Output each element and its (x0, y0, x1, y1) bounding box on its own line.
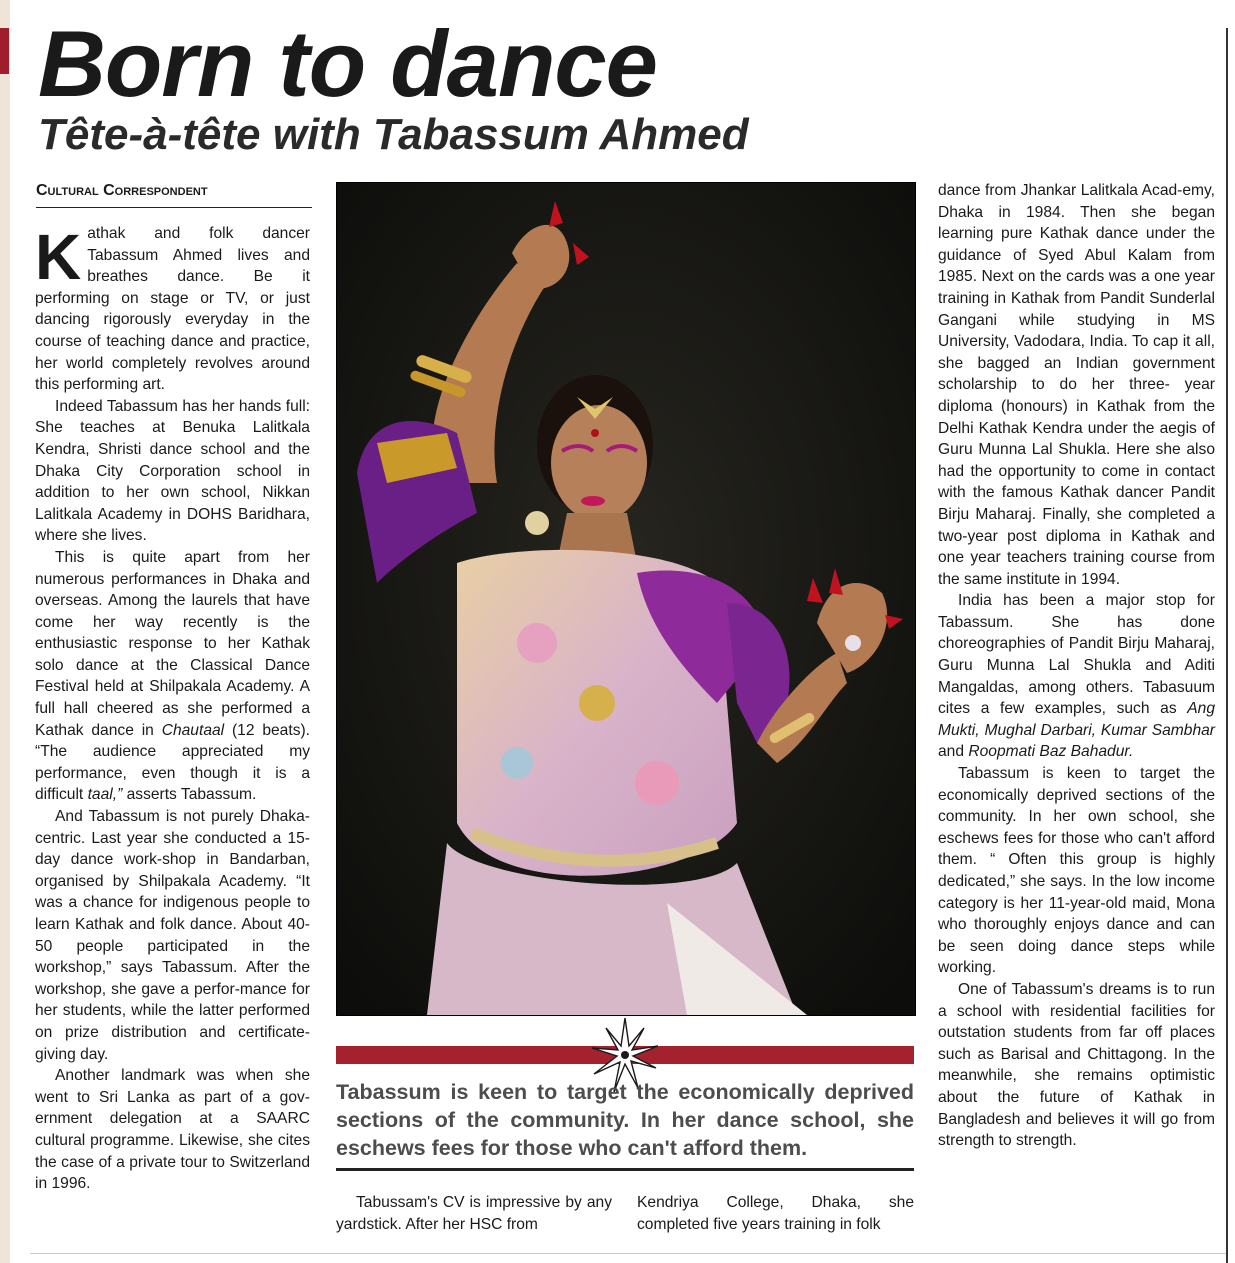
article-column-3 (637, 1192, 914, 1235)
paragraph-3 (35, 547, 310, 806)
paragraph-1-text: athak and folk dancer Tabassum Ahmed lives and breathes dance. Be it performing on stage or TV, or just dancing rigorously everyday in the course of teaching dance and practice, her world completely revolves around this performing art. (35, 225, 310, 394)
column-4-paragraph-2 (938, 590, 1215, 763)
bottom-rule (30, 1253, 1226, 1254)
paragraph-3-text-c: asserts Tabassum. (122, 786, 257, 804)
pullquote: Tabassum is keen to target the economically deprived sections of the community. In her dance school, she eschews fees for those who can't afford them. (336, 1080, 914, 1160)
drop-cap: K (35, 221, 82, 293)
column-border-right (1226, 28, 1228, 1263)
column-4-paragraph-1: dance from Jhankar Lalitkala Acad-emy, Dhaka in 1984. Then she began learning pure Kathak dance under the guidance of Syed Abul Kalam from 1985. Next on the cards was a one year training in Kathak from Pandit Sunderlal Gangani while studying in MS University, Vadodara, India. To cap it all, she bagged an Indian government scholarship to do her three- year diploma (honours) in Kathak from the Delhi Kathak Kendra under the aegis of Guru Munna Lal Shukla. Here she also had the opportunity to come in contact with the famous Kathak dancer Pandit Birju Maharaj. Finally, she completed a two-year post diploma in Kathak and one year teachers training course from the same institute in 1994. (938, 182, 1215, 588)
roopmati-italic: Roopmati Baz Bahadur. (968, 743, 1134, 761)
paragraph-5: Another landmark was when she went to Sri Lanka as part of a gov-ernment delegation at a SAARC cultural programme. Likewise, she cites the case of a private tour to Switzerland in 1996. (35, 1067, 310, 1193)
dancer-photo (336, 182, 916, 1016)
column-2-paragraph: Tabussam's CV is impressive by any yardstick. After her HSC from (336, 1194, 612, 1233)
column-4-paragraph-4: One of Tabassum's dreams is to run a school with residential facilities for outstation students from far off places such as Barisal and Chittagong. In the meanwhile, she remains optimistic about the future of Kathak in Bangladesh and believes it will go from strength to strength. (938, 980, 1215, 1150)
section-marker (0, 28, 9, 74)
paragraph-2: Indeed Tabassum has her hands full: She teaches at Benuka Lalitkala Kendra, Shristi dance school and the Dhaka City Corporation school in addition to her own school, Nikkan Lalitkala Academy in DOHS Baridhara, where she lives. (35, 397, 310, 545)
paragraph-1 (35, 223, 310, 396)
column-3-paragraph: Kendriya College, Dhaka, she completed five years training in folk (637, 1194, 914, 1233)
headline-title: Born to dance (38, 11, 657, 116)
headline-subtitle: Tête-à-tête with Tabassum Ahmed (38, 110, 749, 159)
paragraph-3-text-b: (12 beats). “The audience appreciated my performance, even though it is a difficult (35, 721, 311, 804)
column-4-paragraph-2-text-a: India has been a major stop for Tabassum. She has done choreographies of Pandit Birju Maharaj, Guru Munna Lal Shukla and Aditi Mangaldas, among others. Tabasuum cites a few examples, such as (938, 592, 1215, 718)
column-4-paragraph-3: Tabassum is keen to target the economically deprived sections of the community. In her own school, she eschews fees for those who can't afford them. “ Often this group is highly dedicated,” she says. In the low income category is her 11-year-old maid, Mona who thoroughly enjoys dance and can be seen doing dance steps while working. (938, 765, 1215, 977)
paragraph-3-text-a: This is quite apart from her numerous performances in Dhaka and overseas. Among the laurels that have come her way recently is the enthusiastic response to her Kathak solo dance at the Classical Dance Festival held at Shilpakala Academy. A full hall cheered as she performed a Kathak dance in (35, 548, 310, 739)
article-column-1 (35, 223, 310, 1195)
article-column-2 (336, 1192, 612, 1235)
dancer-illustration (337, 183, 915, 1015)
chautaal-italic: Chautaal (161, 721, 225, 739)
page-edge-left (0, 0, 10, 1263)
article-column-4 (938, 180, 1215, 1152)
taal-italic: taal,” (87, 786, 123, 804)
byline: Cultural Correspondent (36, 181, 312, 208)
paragraph-4: And Tabassum is not purely Dhaka-centric. Last year she conducted a 15-day dance work-shop in Bandarban, organised by Shilpakala Academy. “It was a chance for indigenous people to learn Kathak and folk dance. About 40-50 people participated in the workshop,” says Tabassum. After the workshop, she gave a perfor-mance for her students, while the latter performed on prize distribution and certificate-giving day. (35, 808, 310, 1063)
pullquote-rule (336, 1168, 914, 1171)
column-4-paragraph-2-text-b: and (938, 743, 969, 761)
dance-titles-italic: Ang Mukti, Mughal Darbari, Kumar Sambhar (938, 700, 1215, 739)
